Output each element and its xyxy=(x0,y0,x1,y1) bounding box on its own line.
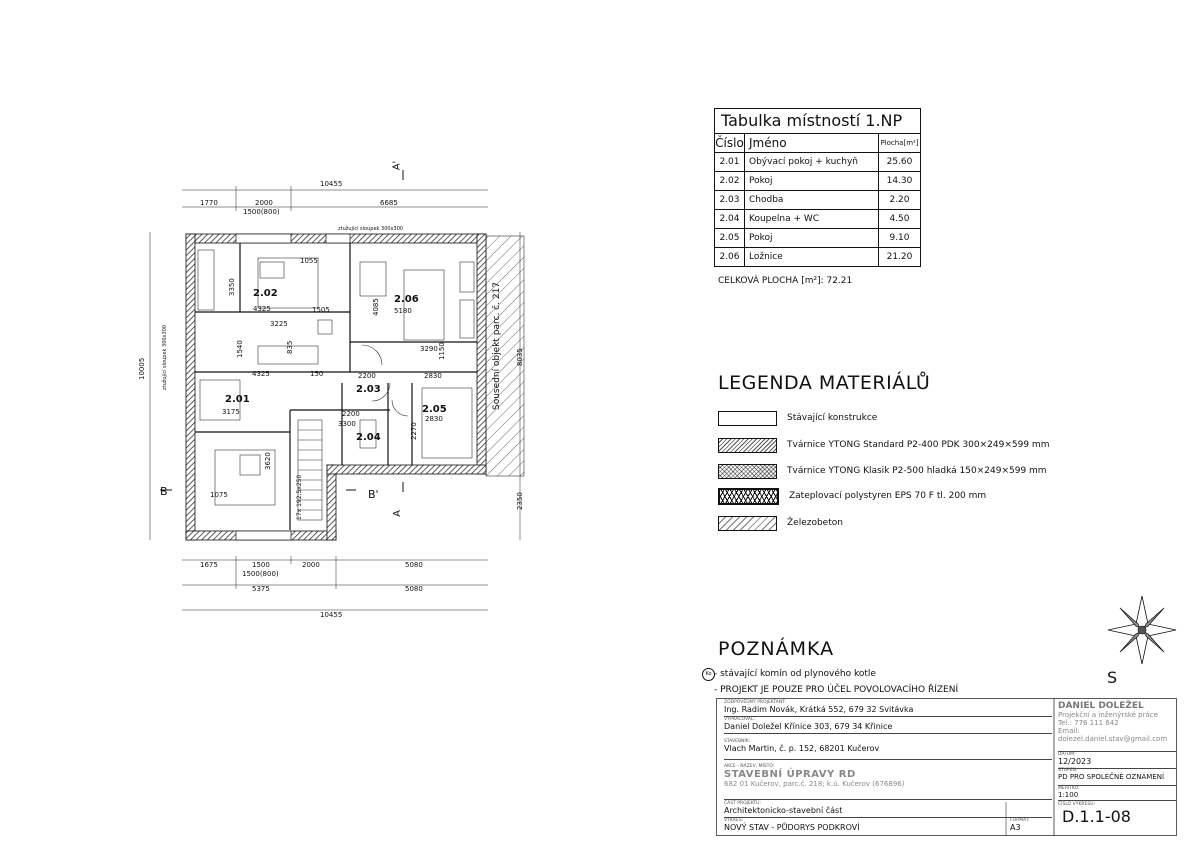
room-2-06: 2.06 xyxy=(394,294,419,305)
legend-label: Železobeton xyxy=(787,518,843,528)
section-lines xyxy=(160,170,403,492)
dim-misc-9: 2830 xyxy=(424,372,442,380)
legend-item xyxy=(718,464,1047,478)
tb-email-label: Email: xyxy=(1058,727,1080,735)
room-2-04: 2.04 xyxy=(356,432,381,443)
cell-number: 2.03 xyxy=(715,191,745,209)
legend-label: Tvárnice YTONG Klasik P2-500 hladká 150×249×599 mm xyxy=(787,466,1047,476)
dim-misc-5: 4325 xyxy=(252,370,270,378)
tb-company-name: DANIEL DOLEŽEL xyxy=(1058,701,1144,711)
dim-bottom-4: 5080 xyxy=(405,561,423,569)
tb-location-value: 682 01 Kučerov, parc.č. 218; k.ú. Kučerov (676896) xyxy=(724,780,905,788)
legend-item xyxy=(718,489,986,503)
header-area: Plocha[m²] xyxy=(880,139,919,147)
cell-name: Obývací pokoj + kuchyň xyxy=(745,153,879,171)
swatch-polystyrene xyxy=(718,488,779,505)
room-2-02-dim: 4325 xyxy=(253,305,271,313)
note-line-1: - stávající komín od plynového kotle xyxy=(714,669,876,679)
title-block xyxy=(716,698,1177,836)
tb-investor-label: ZODPOVĚDNÝ PROJEKTANT: xyxy=(724,700,786,705)
tb-date-value: 12/2023 xyxy=(1058,757,1092,766)
room-2-04-dim: 2200 xyxy=(342,410,360,418)
dim-bottom-e2: 5080 xyxy=(405,585,423,593)
dim-misc-13: 1075 xyxy=(210,491,228,499)
tb-scale xyxy=(1058,786,1176,801)
table-row xyxy=(715,153,920,172)
tb-owner-value: Vlach Martin, č. p. 152, 68201 Kučerov xyxy=(724,744,880,753)
table-row xyxy=(715,248,920,266)
tb-sheet-label: VÝKRES: xyxy=(724,818,744,823)
legend-item xyxy=(718,516,843,530)
section-mark-a-top: A' xyxy=(391,160,403,171)
dim-top-2b: 1500(800) xyxy=(243,208,280,216)
tb-date xyxy=(1058,751,1176,769)
dim-bottom-1: 1675 xyxy=(200,561,218,569)
tb-project-value: STAVEBNÍ ÚPRAVY RD xyxy=(724,769,856,780)
tb-format-label: FORMÁT: xyxy=(1010,818,1030,823)
cell-name: Koupelna + WC xyxy=(745,210,879,228)
room-2-06-dim: 5180 xyxy=(394,307,412,315)
dim-misc-14: 4085 xyxy=(372,298,380,316)
table-row xyxy=(715,172,920,191)
tb-project-label: AKCE - NÁZEV, MÍSTO: xyxy=(724,764,775,769)
cell-number: 2.01 xyxy=(715,153,745,171)
room-2-05-dim: 2830 xyxy=(425,415,443,423)
notes-title: POZNÁMKA xyxy=(718,638,835,660)
dim-top-total: 10455 xyxy=(320,180,343,188)
dim-misc-7: 150 xyxy=(310,370,324,378)
dim-bottom-e1: 5375 xyxy=(252,585,270,593)
dim-side-right: 8035 xyxy=(516,348,524,366)
tb-email: dolezel.daniel.stav@gmail.com xyxy=(1058,735,1168,743)
neighbor-label: Sousední objekt parc. č. 217 xyxy=(492,281,502,410)
dimension-lines xyxy=(150,186,520,610)
legend-title: LEGENDA MATERIÁLŮ xyxy=(718,372,931,394)
tb-investor-value: Ing. Radim Novák, Krátká 552, 679 32 Svitávka xyxy=(724,705,914,714)
header-name: Jméno xyxy=(745,134,879,152)
swatch-concrete xyxy=(718,516,777,531)
tb-scale-label: MĚŘÍTKO: xyxy=(1058,786,1080,791)
total-area: CELKOVÁ PLOCHA [m²]: 72.21 xyxy=(718,276,853,286)
dim-misc-10: 2270 xyxy=(410,422,418,440)
tb-format xyxy=(1010,818,1052,832)
room-2-03: 2.03 xyxy=(356,384,381,395)
swatch-ytong-klasik xyxy=(718,464,777,479)
tb-drawing-no xyxy=(1058,802,1176,826)
tb-project xyxy=(724,764,1052,800)
tb-investor xyxy=(724,700,1052,717)
dim-misc-1: 1055 xyxy=(300,257,318,265)
tb-drawing-no-label: ČÍSLO VÝKRESU: xyxy=(1058,802,1096,807)
cell-area: 4.50 xyxy=(889,214,910,224)
tb-part-value: Architektonicko-stavební část xyxy=(724,806,843,815)
tb-sheet xyxy=(724,818,1004,832)
room-2-01-dim: 3175 xyxy=(222,408,240,416)
dim-misc-12: 3620 xyxy=(264,452,272,470)
cell-area: 21.20 xyxy=(886,252,913,262)
tb-part-label: ČÁST PROJEKTU: xyxy=(724,801,761,806)
dim-bottom-3: 2000 xyxy=(302,561,320,569)
tb-date-label: DATUM: xyxy=(1058,752,1076,757)
dim-top-3: 6685 xyxy=(380,199,398,207)
legend-label: Stávající konstrukce xyxy=(787,413,878,423)
tb-stage xyxy=(1058,768,1176,786)
cell-number: 2.05 xyxy=(715,229,745,247)
room-2-01: 2.01 xyxy=(225,394,250,405)
section-mark-b-right: B' xyxy=(368,488,379,501)
legend-item xyxy=(718,411,877,425)
tb-company xyxy=(1058,701,1174,743)
cell-area: 9.10 xyxy=(889,233,910,243)
dim-misc-8: 1540 xyxy=(236,340,244,358)
tb-stage-label: STUPEŇ: xyxy=(1058,768,1078,773)
tb-drawn-value: Daniel Doležel Křínice 303, 679 34 Křinice xyxy=(724,722,893,731)
room-2-03-dim: 2200 xyxy=(358,372,376,380)
tb-part xyxy=(724,801,1052,818)
tb-company-sub: Projekční a inženýrské práce xyxy=(1058,711,1158,719)
room-2-05: 2.05 xyxy=(422,404,447,415)
dim-side-right2: 2350 xyxy=(516,492,524,510)
dim-misc-0: 3350 xyxy=(228,278,236,296)
tb-format-value: A3 xyxy=(1010,823,1021,832)
tb-owner-label: STAVEBNÍK: xyxy=(724,739,751,744)
dim-side-left: 10005 xyxy=(138,357,146,380)
section-mark-a-bottom: A xyxy=(391,510,403,517)
dim-bottom-2b: 1500(800) xyxy=(242,570,279,578)
cell-area: 14.30 xyxy=(886,176,913,186)
tb-scale-value: 1:100 xyxy=(1058,791,1079,799)
table-row xyxy=(715,210,920,229)
cell-area: 2.20 xyxy=(889,195,910,205)
dim-misc-2: 1505 xyxy=(312,306,330,314)
tb-phone: Tel.: 776 111 642 xyxy=(1058,719,1119,727)
column-note-left: ztužující sloupek 300x300 xyxy=(162,324,168,390)
section-mark-b-left: B xyxy=(160,485,168,498)
dim-misc-15: 1150 xyxy=(438,342,446,360)
stair-label: 17x 192,5x250 xyxy=(296,474,303,520)
cell-name: Pokoj xyxy=(745,229,879,247)
cell-number: 2.06 xyxy=(715,248,745,266)
room-table-header xyxy=(715,134,920,153)
table-row xyxy=(715,191,920,210)
dim-misc-4: 835 xyxy=(286,340,294,354)
tb-drawn xyxy=(724,717,1052,734)
compass-rose-icon xyxy=(1106,594,1178,666)
cell-number: 2.04 xyxy=(715,210,745,228)
room-table-title: Tabulka místností 1.NP xyxy=(715,109,920,134)
dim-top-1: 1770 xyxy=(200,199,218,207)
cell-number: 2.02 xyxy=(715,172,745,190)
north-label: S xyxy=(1107,668,1118,687)
chimney-symbol-label: Ko xyxy=(705,671,712,677)
dim-misc-6: 3290 xyxy=(420,345,438,353)
doors xyxy=(362,345,408,416)
dim-bottom-2: 1500 xyxy=(252,561,270,569)
note-line-2: - PROJEKT JE POUZE PRO ÚČEL POVOLOVACÍHO ŘÍZENÍ xyxy=(714,685,959,695)
tb-sheet-value: NOVÝ STAV - PŮDORYS PODKROVÍ xyxy=(724,823,860,832)
room-table xyxy=(714,108,921,267)
cell-name: Chodba xyxy=(745,191,879,209)
swatch-existing xyxy=(718,411,777,426)
legend-label: Tvárnice YTONG Standard P2-400 PDK 300×249×599 mm xyxy=(787,440,1050,450)
table-row xyxy=(715,229,920,248)
cell-name: Pokoj xyxy=(745,172,879,190)
room-2-02: 2.02 xyxy=(253,288,278,299)
header-number: Číslo xyxy=(715,136,744,150)
tb-drawing-no-value: D.1.1-08 xyxy=(1062,807,1131,826)
dim-misc-11: 3300 xyxy=(338,420,356,428)
legend-label: Zateplovací polystyren EPS 70 F tl. 200 mm xyxy=(789,491,987,501)
legend-item xyxy=(718,438,1049,452)
tb-stage-value: PD PRO SPOLEČNÉ OZNÁMENÍ xyxy=(1058,773,1165,781)
cell-name: Ložnice xyxy=(745,248,879,266)
cell-area: 25.60 xyxy=(886,157,913,167)
swatch-ytong-standard xyxy=(718,438,777,453)
floor-plan xyxy=(0,0,700,640)
tb-owner xyxy=(724,739,1052,760)
dim-top-2: 2000 xyxy=(255,199,273,207)
dim-bottom-total: 10455 xyxy=(320,611,343,619)
tb-drawn-label: VYPRACOVAL: xyxy=(724,717,755,722)
column-note: ztužující sloupek 300x300 xyxy=(338,226,404,232)
dim-misc-3: 3225 xyxy=(270,320,288,328)
